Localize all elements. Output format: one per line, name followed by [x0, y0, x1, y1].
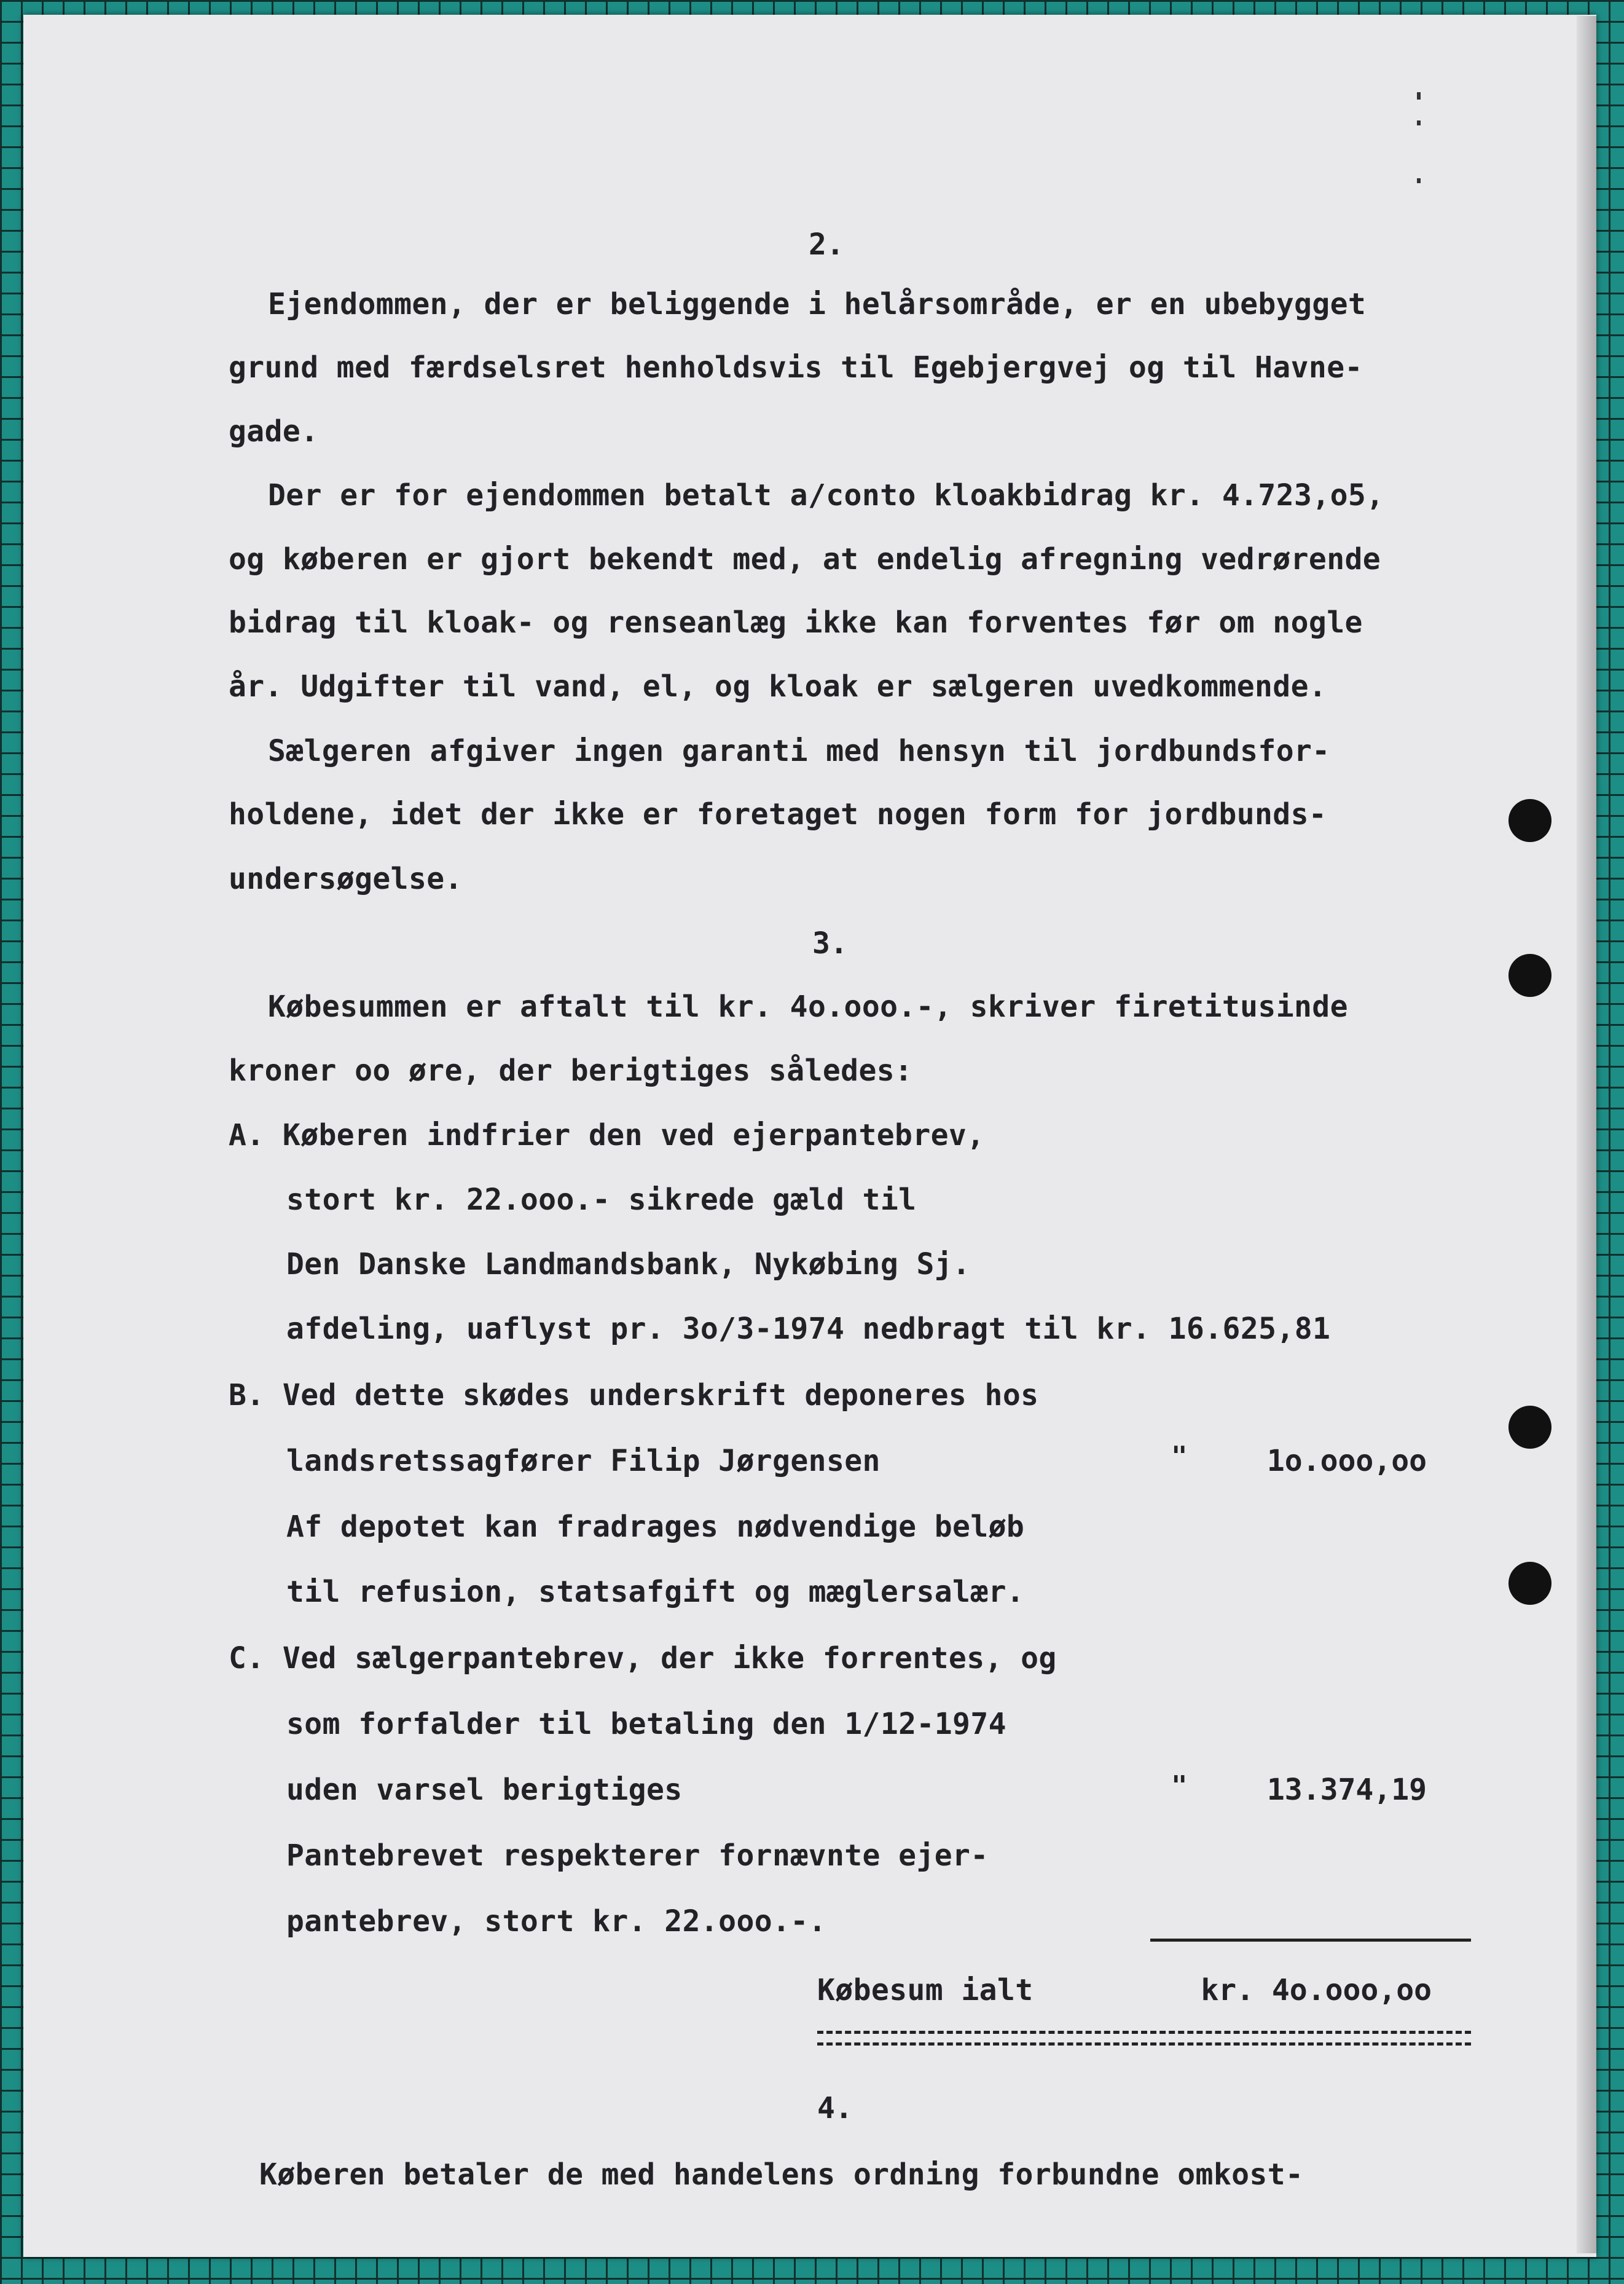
ditto-mark: "	[1171, 1441, 1188, 1472]
text-line: Sælgeren afgiver ingen garanti med hensyn til jordbundsfor-	[268, 734, 1330, 768]
item-c-amount: 13.374,19	[1266, 1773, 1427, 1807]
item-c-line: som forfalder til betaling den 1/12-1974	[286, 1707, 1006, 1741]
item-b-line: B. Ved dette skødes underskrift deponeres hos	[229, 1378, 1039, 1412]
section-number: 2.	[809, 227, 844, 262]
double-underline	[817, 2031, 1471, 2046]
text-line: kroner oo øre, der berigtiges således:	[229, 1053, 913, 1088]
page-mark	[1417, 178, 1421, 183]
item-a-line: A. Køberen indfrier den ved ejerpantebrev,	[229, 1118, 985, 1152]
binder-hole	[1508, 1406, 1551, 1449]
text-line: holdene, idet der ikke er foretaget nogen form for jordbunds-	[229, 797, 1327, 832]
page-edge-shadow	[1577, 16, 1596, 2253]
text-line: gade.	[229, 414, 319, 449]
item-c-line: uden varsel berigtiges	[286, 1773, 683, 1807]
item-c-line: C. Ved sælgerpantebrev, der ikke forrentes, og	[229, 1641, 1057, 1676]
item-c-line: pantebrev, stort kr. 22.ooo.-.	[286, 1904, 826, 1939]
item-a-line: afdeling, uaflyst pr. 3o/3-1974 nedbragt til kr. 16.625,81	[286, 1312, 1331, 1346]
item-b-amount: 1o.ooo,oo	[1266, 1444, 1427, 1478]
binder-hole	[1508, 1562, 1551, 1605]
text-line: Køberen betaler de med handelens ordning forbundne omkost-	[259, 2157, 1304, 2192]
binder-hole	[1508, 954, 1551, 997]
text-line: grund med færdselsret henholdsvis til Egebjergvej og til Havne-	[229, 350, 1363, 385]
text-line: Der er for ejendommen betalt a/conto kloakbidrag kr. 4.723,o5,	[268, 478, 1384, 513]
total-label: Købesum ialt	[817, 1973, 1034, 2007]
text-line: Købesummen er aftalt til kr. 4o.ooo.-, skriver firetitusinde	[268, 990, 1348, 1024]
text-line: undersøgelse.	[229, 862, 463, 896]
sum-rule	[1150, 1939, 1471, 1942]
page-mark	[1417, 92, 1421, 100]
binder-hole	[1508, 799, 1551, 842]
text-line: Ejendommen, der er beliggende i helårsområde, er en ubebygget	[268, 287, 1367, 321]
text-line: og køberen er gjort bekendt med, at endelig afregning vedrørende	[229, 542, 1381, 577]
item-a-line: Den Danske Landmandsbank, Nykøbing Sj.	[286, 1247, 971, 1282]
item-b-line: til refusion, statsafgift og mæglersalær.	[286, 1575, 1025, 1609]
ditto-mark: "	[1171, 1770, 1188, 1802]
item-c-line: Pantebrevet respekterer fornævnte ejer-	[286, 1838, 989, 1873]
total-amount: kr. 4o.ooo,oo	[1201, 1973, 1432, 2007]
section-number: 4.	[817, 2091, 853, 2125]
item-b-line: landsretssagfører Filip Jørgensen	[286, 1444, 881, 1478]
text-line: år. Udgifter til vand, el, og kloak er sælgeren uvedkommende.	[229, 669, 1327, 704]
page-mark	[1417, 120, 1421, 125]
item-b-line: Af depotet kan fradrages nødvendige beløb	[286, 1510, 1025, 1544]
text-line: bidrag til kloak- og renseanlæg ikke kan forventes før om nogle	[229, 605, 1363, 640]
item-a-line: stort kr. 22.ooo.- sikrede gæld til	[286, 1183, 917, 1217]
section-number: 3.	[812, 926, 848, 961]
